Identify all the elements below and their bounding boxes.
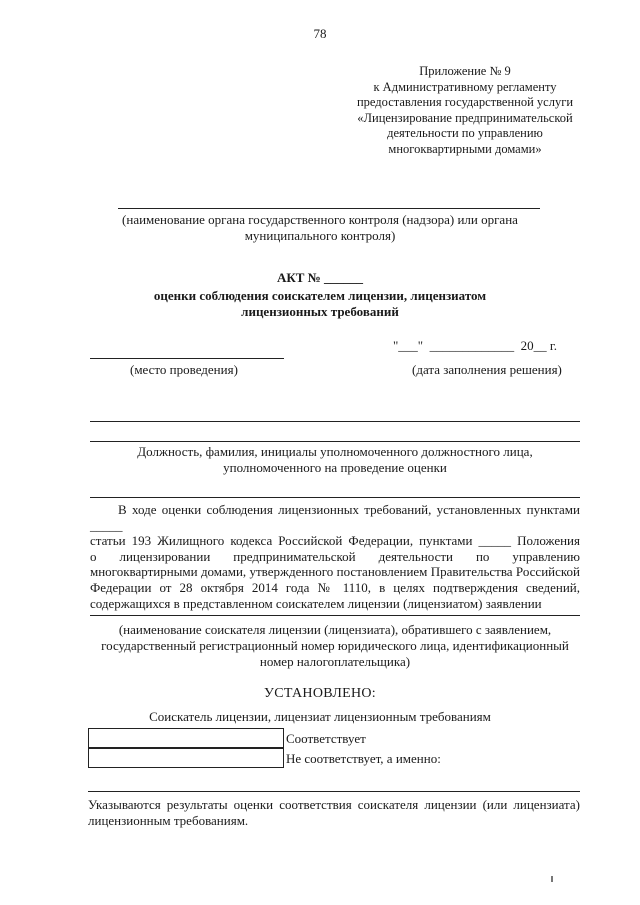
appendix-line: предоставления государственной услуги — [356, 95, 574, 109]
not-complies-label: Не соответствует, а именно: — [286, 751, 441, 766]
applicant-caption-line: номер налогоплательщика) — [259, 654, 411, 669]
established-heading: УСТАНОВЛЕНО: — [264, 686, 376, 701]
results-note: Указываются результаты оценки соответствия соискателя лицензии (или лицензиата) лицензионным требованиям. — [88, 797, 580, 828]
applicant-blank-line[interactable] — [90, 615, 580, 616]
complies-checkbox[interactable] — [88, 728, 284, 748]
page-number: 78 — [313, 26, 327, 41]
appendix-line: деятельности по управлению — [387, 126, 543, 140]
appendix-header — [300, 64, 630, 157]
official-caption-line: уполномоченного на проведение оценки — [223, 460, 447, 475]
official-caption-line: Должность, фамилия, инициалы уполномоченного должностного лица, — [137, 444, 533, 459]
compliance-intro: Соискатель лицензии, лицензиат лицензионным требованиям — [149, 709, 491, 724]
date-caption: (дата заполнения решения) — [412, 362, 562, 377]
act-subtitle-line: оценки соблюдения соискателем лицензии, лицензиатом — [153, 288, 487, 303]
appendix-line: Приложение № 9 — [419, 64, 511, 78]
body-line: статьи 193 Жилищного кодекса Российской Федерации, пунктами _____ Положения — [90, 533, 580, 549]
separator-line — [90, 497, 580, 498]
official-blank-line-2[interactable] — [90, 441, 580, 442]
applicant-caption-line: государственный регистрационный номер юридического лица, идентификационный — [101, 638, 569, 653]
act-subtitle-line: лицензионных требований — [241, 304, 399, 319]
scan-artifact — [551, 876, 553, 882]
applicant-caption — [90, 622, 580, 670]
body-line: В ходе оценки соблюдения лицензионных требований, установленных пунктами _____ — [90, 502, 580, 533]
applicant-caption-line: (наименование соискателя лицензии (лицензиата), обратившего с заявлением, — [118, 622, 552, 637]
body-line: содержащихся в представленном соискателем лицензии (лицензиатом) заявлении — [90, 595, 542, 611]
appendix-line: многоквартирными домами» — [388, 141, 542, 156]
authority-caption-line: (наименование органа государственного контроля (надзора) или органа — [122, 212, 518, 227]
place-caption: (место проведения) — [130, 362, 238, 377]
appendix-line: «Лицензирование предпринимательской — [357, 110, 573, 125]
not-complies-checkbox[interactable] — [88, 748, 284, 768]
act-title: АКТ № ______ — [276, 270, 364, 285]
complies-label: Соответствует — [286, 731, 366, 746]
authority-caption-line: муниципального контроля) — [244, 228, 396, 243]
results-blank-line[interactable] — [88, 791, 580, 792]
official-blank-line-1[interactable] — [90, 421, 580, 422]
appendix-line: к Административному регламенту — [373, 79, 557, 94]
body-paragraph — [90, 502, 580, 611]
authority-name-blank-line[interactable] — [118, 208, 540, 209]
act-subtitle — [100, 288, 540, 320]
body-line: о лицензировании предпринимательской деятельности по управлению — [90, 548, 580, 564]
date-field[interactable]: "___" _____________ 20__ г. — [393, 338, 557, 353]
official-caption — [90, 444, 580, 476]
authority-caption — [110, 212, 530, 244]
body-line: Федерации от 28 октября 2014 года № 1110, в целях подтверждения сведений, — [90, 579, 580, 595]
place-blank-line[interactable] — [90, 358, 284, 359]
body-line: многоквартирными домами, утвержденного постановлением Правительства Российской — [90, 564, 580, 580]
